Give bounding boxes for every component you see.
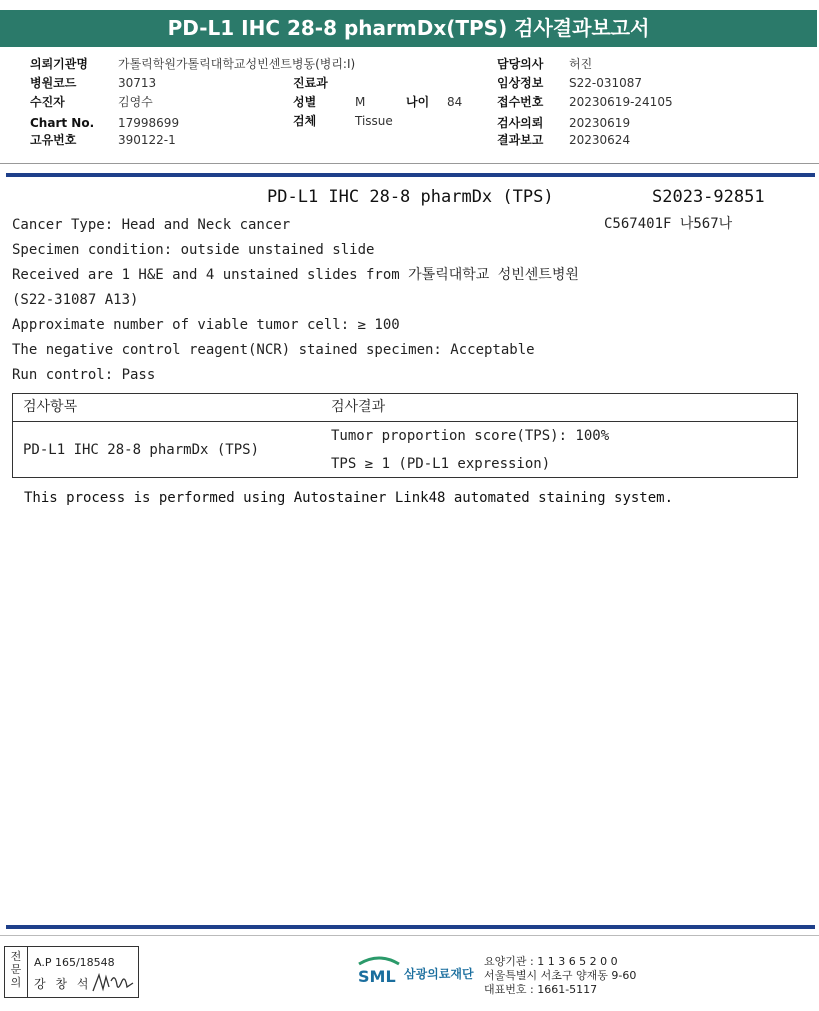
received-slides-line: Received are 1 H&E and 4 unstained slides from 가톨릭대학교 성빈센트병원	[12, 267, 579, 283]
block-number-line: (S22-31087 A13)	[12, 292, 139, 308]
header-divider	[0, 163, 819, 164]
row-result-expression: TPS ≥ 1 (PD-L1 expression)	[331, 456, 551, 472]
age-value: 84	[447, 95, 463, 109]
patient-label: 수진자	[30, 95, 65, 109]
report-section-title: PD-L1 IHC 28-8 pharmDx (TPS)	[267, 187, 554, 207]
col-header-item: 검사항목	[23, 399, 78, 415]
negative-control-line: The negative control reagent(NCR) stained specimen: Acceptable	[12, 342, 535, 358]
footer-divider	[0, 935, 819, 936]
top-rule	[6, 173, 815, 177]
request-date-label: 검사의뢰	[497, 116, 544, 130]
report-code: C567401F 나567나	[604, 216, 733, 232]
result-table	[12, 393, 798, 478]
row-result-score: Tumor proportion score(TPS): 100%	[331, 428, 610, 444]
stamp-label: 전문의	[10, 950, 22, 989]
department-label: 진료과	[293, 76, 328, 90]
chart-no-value: 17998699	[118, 116, 180, 130]
result-date-label: 결과보고	[497, 133, 544, 147]
specimen-condition-line: Specimen condition: outside unstained slide	[12, 242, 375, 258]
clinical-info-label: 임상정보	[497, 76, 544, 90]
doctor-value: 허진	[569, 57, 593, 71]
foundation-name: 삼광의료재단	[404, 967, 474, 981]
report-id: S2023-92851	[652, 187, 765, 207]
reception-no-label: 접수번호	[497, 95, 544, 109]
footer-phone: 대표번호 : 1661-5117	[484, 983, 598, 996]
stamp-pathologist-name: 강 창 석	[34, 977, 92, 991]
tumor-cell-line: Approximate number of viable tumor cell: ≥ 100	[12, 317, 400, 333]
hospital-code-value: 30713	[118, 76, 157, 90]
sex-value: M	[355, 95, 366, 109]
run-control-line: Run control: Pass	[12, 367, 156, 383]
institution-value: 가톨릭학원가톨릭대학교성빈센트병동(병리:Ⅰ)	[118, 57, 356, 71]
age-label: 나이	[406, 95, 430, 109]
cancer-type-line: Cancer Type: Head and Neck cancer	[12, 217, 291, 233]
sml-logo-icon	[356, 954, 402, 986]
report-title-banner: PD-L1 IHC 28-8 pharmDx(TPS) 검사결과보고서	[0, 10, 817, 47]
pathologist-stamp	[4, 946, 139, 998]
reception-no-value: 20230619-24105	[569, 95, 673, 109]
specimen-label: 검체	[293, 114, 317, 128]
bottom-rule	[6, 925, 815, 929]
table-header-rule	[13, 421, 797, 422]
request-date-value: 20230619	[569, 116, 631, 130]
footer-address: 서울특별시 서초구 양재동 9-60	[484, 969, 637, 982]
footer-institution-code: 요양기관 : 1 1 3 6 5 2 0 0	[484, 955, 618, 968]
footer-info	[484, 955, 636, 997]
unique-no-label: 고유번호	[30, 133, 77, 147]
row-test-item: PD-L1 IHC 28-8 pharmDx (TPS)	[23, 442, 260, 458]
sex-label: 성별	[293, 95, 317, 109]
doctor-label: 담당의사	[497, 57, 544, 71]
institution-label: 의뢰기관명	[30, 57, 88, 71]
col-header-result: 검사결과	[331, 399, 386, 415]
sml-logo-text: SML	[358, 967, 396, 986]
hospital-code-label: 병원코드	[30, 76, 77, 90]
signature-icon	[91, 971, 135, 995]
process-note: This process is performed using Autostainer Link48 automated staining system.	[24, 490, 674, 506]
patient-value: 김영수	[118, 95, 153, 109]
stamp-divider	[27, 947, 28, 997]
unique-no-value: 390122-1	[118, 133, 176, 147]
clinical-info-value: S22-031087	[569, 76, 643, 90]
chart-no-label: Chart No.	[30, 116, 95, 130]
specimen-value: Tissue	[355, 114, 393, 128]
result-date-value: 20230624	[569, 133, 631, 147]
stamp-license: A.P 165/18548	[34, 956, 115, 969]
